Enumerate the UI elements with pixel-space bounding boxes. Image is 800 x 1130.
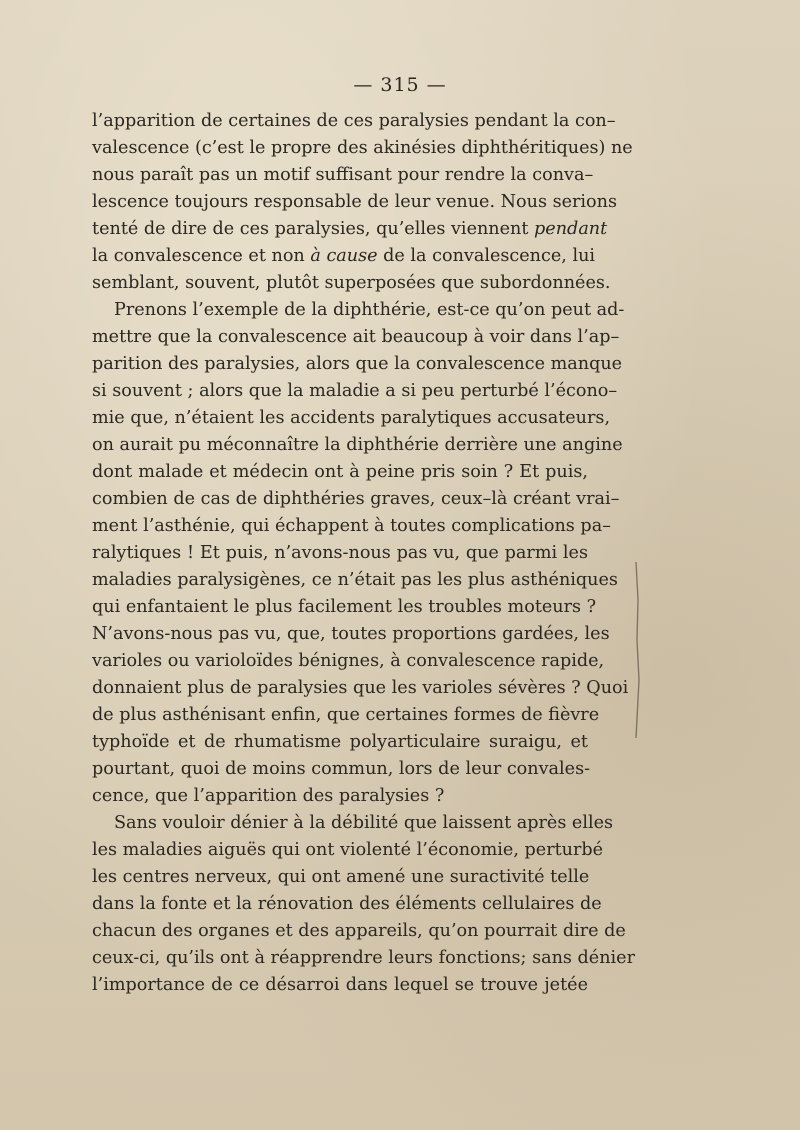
text-line [92,243,596,270]
text-line: l’apparition de certaines de ces paralysies pendant la con– [92,111,616,131]
text-line: cence, que l’apparition des paralysies ? [92,786,445,806]
text-line: donnaient plus de paralysies que les varioles sévères ? Quoi [92,678,629,698]
italic-word: pendant [534,219,608,239]
text-line: ralytiques ! Et puis, n’avons-nous pas vu, que parmi les [92,543,588,563]
text-line: combien de cas de diphthéries graves, ceux–là créant vrai– [92,489,620,509]
text-line: mie que, n’étaient les accidents paralytiques accusateurs, [92,408,611,428]
text-line: les centres nerveux, qui ont amené une suractivité telle [92,867,590,887]
text-line: mettre que la convalescence ait beaucoup à voir dans l’ap– [92,327,620,347]
text-line: l’importance de ce désarroi dans lequel se trouve jetée [92,975,588,995]
text-line: ment l’asthénie, qui échappent à toutes complications pa– [92,516,611,536]
text-line: maladies paralysigènes, ce n’était pas les plus asthéniques [92,570,618,590]
text-line: les maladies aiguës qui ont violenté l’économie, perturbé [92,840,604,860]
text-line: semblant, souvent, plutôt superposées que subordonnées. [92,273,611,293]
text-segment: de la convalescence, lui [377,246,596,266]
text-line: dont malade et médecin ont à peine pris soin ? Et puis, [92,462,588,482]
text-line: pourtant, quoi de moins commun, lors de leur convales- [92,759,591,779]
text-segment: tenté de dire de ces paralysies, qu’elles viennent [92,219,535,239]
text-line: Prenons l’exemple de la diphthérie, est-ce qu’on peut ad- [114,300,625,320]
text-line: de plus asthénisant enfin, que certaines formes de fièvre [92,705,600,725]
margin-scratch-mark [630,560,644,740]
text-line: varioles ou varioloïdes bénignes, à convalescence rapide, [92,651,605,671]
text-line: on aurait pu méconnaître la diphthérie derrière une angine [92,435,623,455]
text-line [92,216,608,243]
text-segment: la convalescence et non [92,246,311,266]
text-line: nous paraît pas un motif suffisant pour rendre la conva– [92,165,594,185]
text-line: si souvent ; alors que la maladie a si peu perturbé l’écono– [92,381,618,401]
text-line: dans la fonte et la rénovation des éléments cellulaires de [92,894,602,914]
text-line: chacun des organes et des appareils, qu’on pourrait dire de [92,921,626,941]
italic-word: à cause [310,246,378,266]
text-line: ceux-ci, qu’ils ont à réapprendre leurs fonctions; sans dénier [92,948,636,968]
body-text [92,108,636,999]
text-line: N’avons-nous pas vu, que, toutes proportions gardées, les [92,624,610,644]
text-line: Sans vouloir dénier à la débilité que laissent après elles [114,813,614,833]
text-line: typhoïde et de rhumatisme polyarticulaire suraigu, et [92,732,588,752]
text-line: qui enfantaient le plus facilement les troubles moteurs ? [92,597,597,617]
text-line: parition des paralysies, alors que la convalescence manque [92,354,623,374]
text-line: lescence toujours responsable de leur venue. Nous serions [92,192,617,212]
page-number: — 315 — [353,74,447,96]
text-line: valescence (c’est le propre des akinésies diphthéritiques) ne [92,138,633,158]
